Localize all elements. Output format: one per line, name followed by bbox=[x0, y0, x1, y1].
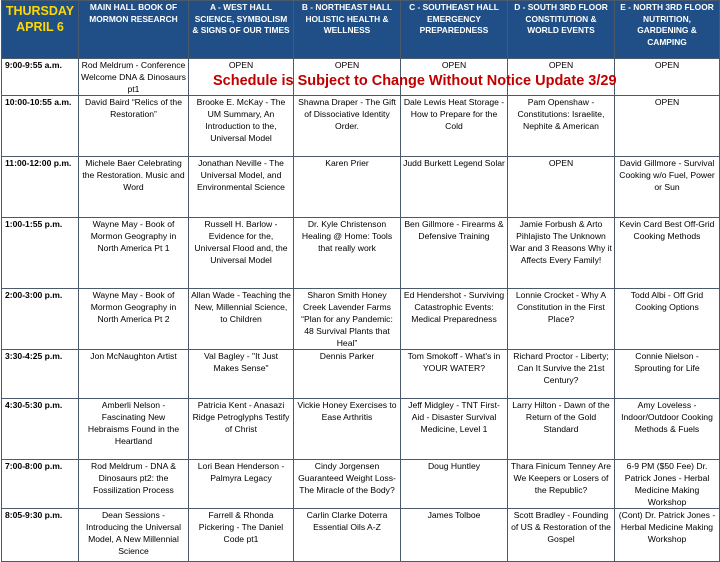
session-cell: Kevin Card Best Off-Grid Cooking Methods bbox=[615, 218, 720, 289]
session-cell: Wayne May - Book of Mormon Geography in North America Pt 2 bbox=[79, 289, 189, 350]
session-cell: Todd Albi - Off Grid Cooking Options bbox=[615, 289, 720, 350]
header-row bbox=[2, 1, 720, 59]
session-cell: 6-9 PM ($50 Fee) Dr. Patrick Jones - Herbal Medicine Making Workshop bbox=[615, 460, 720, 509]
room-header-southeast-hall: C - SOUTHEAST HALL EMERGENCY PREPAREDNESS bbox=[401, 1, 508, 59]
session-cell: Ed Hendershot - Surviving Catastrophic Events: Medical Preparedness bbox=[401, 289, 508, 350]
session-cell: James Tolboe bbox=[401, 509, 508, 562]
session-cell: Karen Prier bbox=[294, 157, 401, 218]
time-slot: 7:00-8:00 p.m. bbox=[2, 460, 79, 509]
session-cell: Dr. Kyle Christenson Healing @ Home: Tools that really work bbox=[294, 218, 401, 289]
time-slot: 3:30-4:25 p.m. bbox=[2, 350, 79, 399]
session-cell: OPEN bbox=[615, 59, 720, 96]
session-cell: Brooke E. McKay - The UM Summary, An Introduction to the, Universal Model bbox=[189, 96, 294, 157]
session-cell: Jon McNaughton Artist bbox=[79, 350, 189, 399]
session-cell: Doug Huntley bbox=[401, 460, 508, 509]
session-cell: Amberli Nelson - Fascinating New Hebraisms Found in the Heartland bbox=[79, 399, 189, 460]
session-cell: Jamie Forbush & Arto Pihlajisto The Unknown War and 3 Reasons Why it Affects Every Family! bbox=[508, 218, 615, 289]
room-header-main-hall: MAIN HALL BOOK OF MORMON RESEARCH bbox=[79, 1, 189, 59]
time-slot: 2:00-3:00 p.m. bbox=[2, 289, 79, 350]
room-header-south-3rd-floor: D - SOUTH 3RD FLOOR CONSTITUTION & WORLD EVENTS bbox=[508, 1, 615, 59]
session-cell: OPEN bbox=[508, 59, 615, 96]
session-cell: Lonnie Crocket - Why A Constitution in the First Place? bbox=[508, 289, 615, 350]
session-cell: OPEN bbox=[189, 59, 294, 96]
table-row bbox=[2, 350, 720, 399]
table-row bbox=[2, 289, 720, 350]
session-cell: Sharon Smith Honey Creek Lavender Farms “Plan for any Pandemic: 48 Survival Plants that Heal” bbox=[294, 289, 401, 350]
session-cell: Lori Bean Henderson - Palmyra Legacy bbox=[189, 460, 294, 509]
session-cell: Carlin Clarke Doterra Essential Oils A-Z bbox=[294, 509, 401, 562]
session-cell: Dale Lewis Heat Storage -How to Prepare for the Cold bbox=[401, 96, 508, 157]
session-cell: Shawna Draper - The Gift of Dissociative Identity Order. bbox=[294, 96, 401, 157]
session-cell: Russell H. Barlow - Evidence for the, Universal Flood and, the Universal Model bbox=[189, 218, 294, 289]
session-cell: Amy Loveless - Indoor/Outdoor Cooking Methods & Fuels bbox=[615, 399, 720, 460]
session-cell: Ben Gillmore - Firearms & Defensive Training bbox=[401, 218, 508, 289]
session-cell: OPEN bbox=[508, 157, 615, 218]
session-cell: Richard Proctor - Liberty; Can It Survive the 21st Century? bbox=[508, 350, 615, 399]
session-cell: Judd Burkett Legend Solar bbox=[401, 157, 508, 218]
time-slot: 8:05-9:30 p.m. bbox=[2, 509, 79, 562]
table-row bbox=[2, 218, 720, 289]
time-slot: 1:00-1:55 p.m. bbox=[2, 218, 79, 289]
session-cell: Patricia Kent - Anasazi Ridge Petroglyphs Testify of Christ bbox=[189, 399, 294, 460]
session-cell: Connie Nielson - Sprouting for Life bbox=[615, 350, 720, 399]
schedule-change-notice: Schedule is Subject to Change Without Notice Update 3/29 bbox=[213, 73, 617, 89]
session-cell: Thara Finicum Tenney Are We Keepers or Losers of the Republic? bbox=[508, 460, 615, 509]
session-cell: Michele Baer Celebrating the Restoration. Music and Word bbox=[79, 157, 189, 218]
table-row bbox=[2, 399, 720, 460]
room-header-north-3rd-floor: E - NORTH 3RD FLOOR NUTRITION, GARDENING & CAMPING bbox=[615, 1, 720, 59]
session-cell: Dean Sessions - Introducing the Universal Model, A New Millennial Science bbox=[79, 509, 189, 562]
session-cell: Rod Meldrum - DNA & Dinosaurs pt2: the Fossilization Process bbox=[79, 460, 189, 509]
session-cell: (Cont) Dr. Patrick Jones - Herbal Medicine Making Workshop bbox=[615, 509, 720, 562]
time-slot: 10:00-10:55 a.m. bbox=[2, 96, 79, 157]
session-cell: Jeff Midgley - TNT First-Aid - Disaster Survival Medicine, Level 1 bbox=[401, 399, 508, 460]
session-cell: David Baird “Relics of the Restoration” bbox=[79, 96, 189, 157]
table-row bbox=[2, 460, 720, 509]
room-header-west-hall: A - WEST HALL SCIENCE, SYMBOLISM & SIGNS OF OUR TIMES bbox=[189, 1, 294, 59]
table-row bbox=[2, 509, 720, 562]
session-cell: Larry Hilton - Dawn of the Return of the Gold Standard bbox=[508, 399, 615, 460]
session-cell: David Gillmore - Survival Cooking w/o Fuel, Power or Sun bbox=[615, 157, 720, 218]
room-header-northeast-hall: B - NORTHEAST HALL HOLISTIC HEALTH & WELLNESS bbox=[294, 1, 401, 59]
session-cell: Allan Wade - Teaching the New, Millennial Science, to Children bbox=[189, 289, 294, 350]
time-slot: 4:30-5:30 p.m. bbox=[2, 399, 79, 460]
session-cell: OPEN bbox=[615, 96, 720, 157]
session-cell: Tom Smokoff - What's in YOUR WATER? bbox=[401, 350, 508, 399]
session-cell: Dennis Parker bbox=[294, 350, 401, 399]
day-header: THURSDAY APRIL 6 bbox=[2, 1, 79, 59]
table-row bbox=[2, 96, 720, 157]
session-cell: Val Bagley - "It Just Makes Sense" bbox=[189, 350, 294, 399]
table-row bbox=[2, 157, 720, 218]
session-cell: OPEN bbox=[294, 59, 401, 96]
time-slot: 11:00-12:00 p.m. bbox=[2, 157, 79, 218]
session-cell: Scott Bradley - Founding of US & Restoration of the Gospel bbox=[508, 509, 615, 562]
time-slot: 9:00-9:55 a.m. bbox=[2, 59, 79, 96]
session-cell: Vickie Honey Exercises to Ease Arthritis bbox=[294, 399, 401, 460]
session-cell: Jonathan Neville - The Universal Model, and Environmental Science bbox=[189, 157, 294, 218]
session-cell: Rod Meldrum - Conference Welcome DNA & Dinosaurs pt1 bbox=[79, 59, 189, 96]
session-cell: Farrell & Rhonda Pickering - The Daniel Code pt1 bbox=[189, 509, 294, 562]
session-cell: Cindy Jorgensen Guaranteed Weight Loss- The Miracle of the Body? bbox=[294, 460, 401, 509]
session-cell: Pam Openshaw - Constitutions: Israelite, Nephite & American bbox=[508, 96, 615, 157]
session-cell: Wayne May - Book of Mormon Geography in North America Pt 1 bbox=[79, 218, 189, 289]
session-cell: OPEN bbox=[401, 59, 508, 96]
